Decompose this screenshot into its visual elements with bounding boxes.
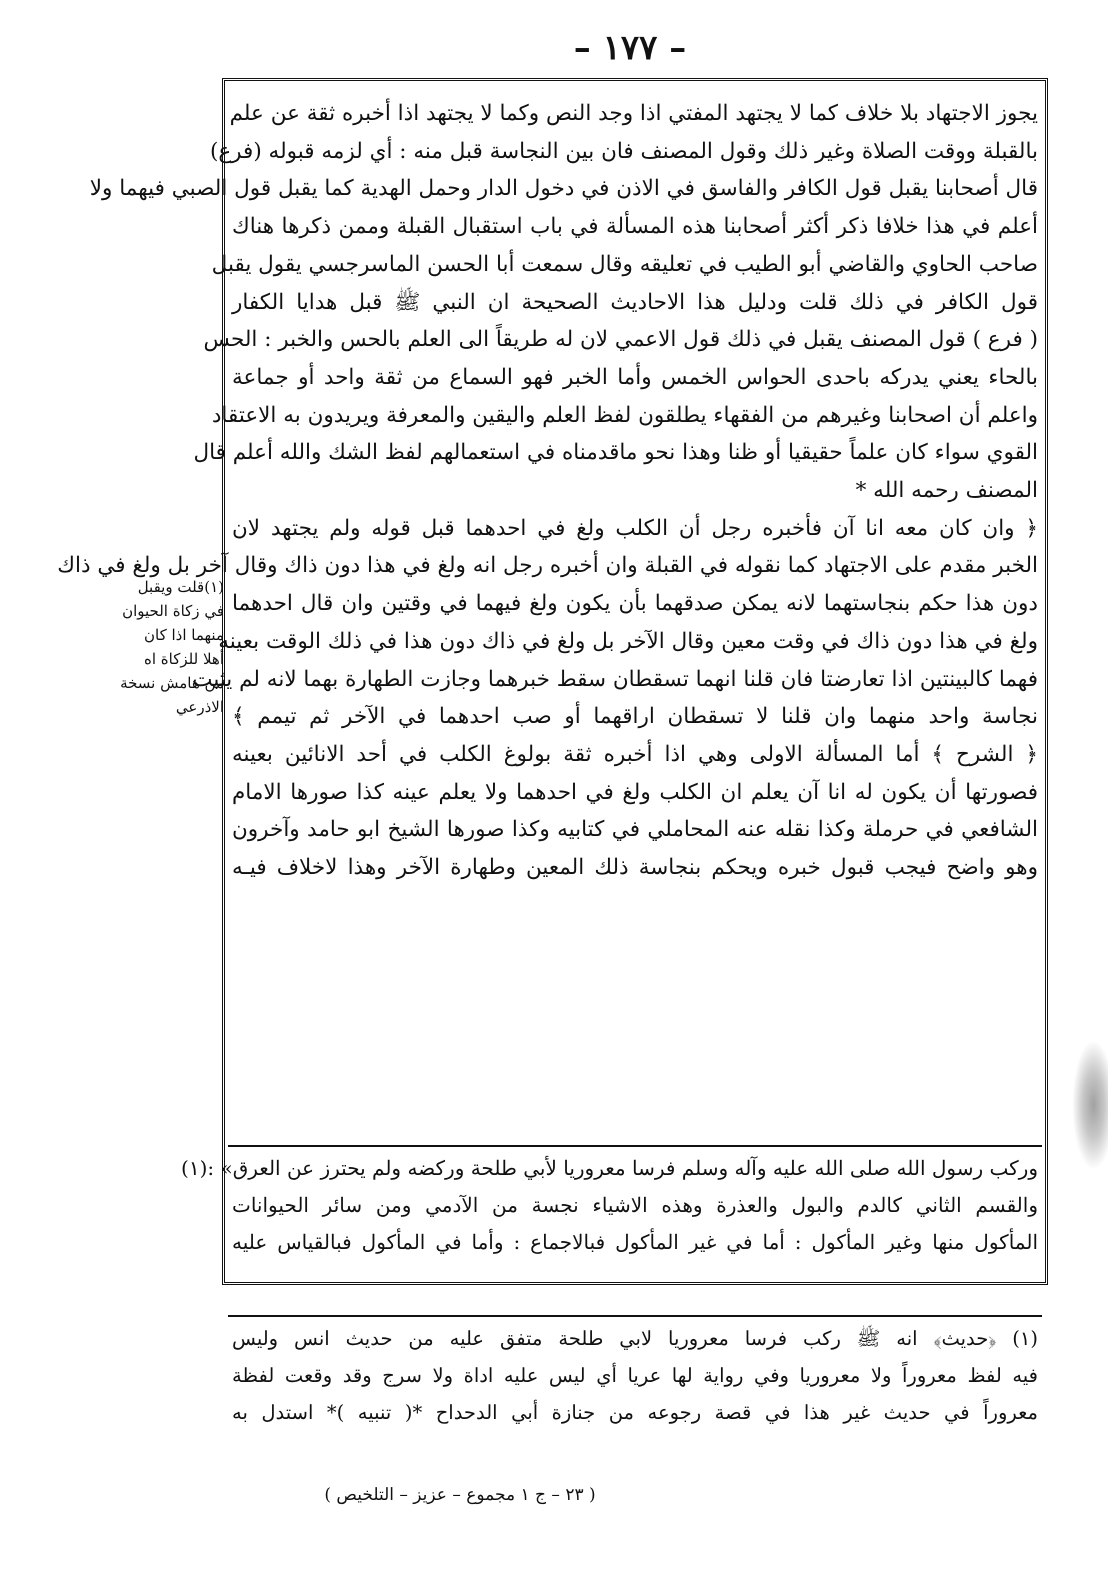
main-line: بالقبلة ووقت الصلاة وغير ذلك وقول المصنف فان بين النجاسة قبل منه : أي لزمه قبوله (فرع)	[209, 138, 1038, 164]
main-line: بالحاء يعني يدركه باحدى الحواس الخمس وأما الخبر فهو السماع من ثقة واحد أو جماعة	[232, 364, 1038, 390]
main-line: ﴿ وان كان معه انا آن فأخبره رجل أن الكلب ولغ في احدهما قبل قوله ولم يجتهد لان	[232, 515, 1038, 541]
main-line: أعلم في هذا خلافا ذكر أكثر أصحابنا هذه المسألة في باب استقبال القبلة وممن ذكرها هناك	[232, 214, 1038, 240]
margin-note	[76, 575, 224, 719]
margin-note-line: من هامش نسخة	[120, 674, 224, 692]
margin-note-line: أهلا للزكاة اه	[144, 650, 224, 668]
main-line: الشافعي في حرملة وكذا نقله عنه المحاملي في كتابيه وكذا صورها الشيخ ابو حامد وآخرون	[232, 817, 1038, 843]
main-line: ( فرع ) قول المصنف يقبل في ذلك قول الاعمي لان له طريقاً الى العلم بالحس والخبر : الحس	[203, 327, 1038, 353]
margin-note-line: منهما اذا كان	[144, 626, 224, 644]
lower-text-block	[181, 1150, 1038, 1261]
main-line: قال أصحابنا يقبل قول الكافر والفاسق في الاذن في دخول الدار وحمل الهدية كما يقبل قول الصبي فيهما ولا	[89, 176, 1038, 202]
footnote-rule	[228, 1315, 1042, 1317]
main-line: ولغ في هذا دون ذاك في وقت معين وقال الآخر بل ولغ في ذاك دون هذا في ذلك الوقت بعينه	[218, 628, 1038, 654]
margin-note-line: (١)قلت ويقبل	[137, 578, 224, 596]
main-line: قول الكافر في ذلك قلت ودليل هذا الاحاديث الصحيحة ان النبي ﷺ قبل هدايا الكفار	[232, 289, 1038, 315]
main-line: ﴿ الشرح ﴾ أما المسألة الاولى وهي اذا أخبره ثقة بولوغ الكلب في أحد الانائين بعينه	[232, 741, 1038, 767]
margin-note-line: الاذرعي	[175, 698, 224, 716]
footnote-block	[232, 1320, 1038, 1431]
main-line: نجاسة واحد منهما وان قلنا لا تسقطان اراقهما أو صب احدهما في الآخر ثم تيمم ﴾	[232, 704, 1038, 730]
main-line: صاحب الحاوي والقاضي أبو الطيب في تعليقه وقال سمعت أبا الحسن الماسرجسي يقول يقبل	[211, 251, 1038, 277]
lower-line: المأكول منها وغير المأكول : أما في غير المأكول فبالاجماع : وأما في المأكول فبالقياس عليه	[232, 1230, 1038, 1254]
main-line: المصنف رحمه الله *	[855, 478, 1038, 504]
page-number: – ١٧٧ –	[573, 28, 687, 68]
footnote-line: فيه لفظ معروراً ولا معروريا وفي رواية لها عريا أي ليس عليه اداة ولا سرج وقد وقعت لفظة	[232, 1364, 1038, 1387]
main-line: فهما كالبينتين اذا تعارضتا فان قلنا انهما تسقطان سقط خبرهما وجازت الطهارة بهما لانه لم يثبت	[192, 666, 1038, 692]
main-line: دون هذا حكم بنجاستهما لانه يمكن صدقهما بأن يكون ولغ فيهما في وقتين وان قال احدهما	[232, 591, 1038, 617]
lower-line: وركب رسول الله صلى الله عليه وآله وسلم فرسا معروريا لأبي طلحة وركضه ولم يحترز عن العرق» :(١)	[181, 1156, 1038, 1180]
signature-line: ( ٢٣ – ج ١ مجموع – عزيز – التلخيص )	[324, 1485, 596, 1505]
main-line: يجوز الاجتهاد بلا خلاف كما لا يجتهد المفتي اذا وجد النص وكما لا يجتهد اذا أخبره ثقة عن علم	[229, 101, 1038, 126]
main-line: فصورتها أن يكون له انا آن يعلم ان الكلب ولغ في احدهما ولا يعلم عينه كذا صورها الامام	[232, 779, 1039, 805]
main-line: القوي سواء كان علماً حقيقيا أو ظنا وهذا نحو ماقدمناه في استعمالهم لفظ الشك والله أعلم قال	[193, 440, 1038, 466]
margin-note-line: في زكاة الحيوان	[122, 602, 224, 620]
lower-line: والقسم الثاني كالدم والبول والعذرة وهذه الاشياء نجسة من الآدمي ومن سائر الحيوانات	[232, 1193, 1038, 1217]
footnote-line: (١) ﴿حديث﴾ انه ﷺ ركب فرسا معروريا لابي طلحة متفق عليه من حديث انس وليس	[232, 1327, 1038, 1350]
main-line: واعلم أن اصحابنا وغيرهم من الفقهاء يطلقون لفظ العلم واليقين والمعرفة ويريدون به الاعتقاد	[211, 402, 1038, 428]
footnote-line: معروراً في حديث غير هذا في قصة رجوعه من جنازة أبي الدحداح *( تنبيه )* استدل به	[232, 1401, 1038, 1424]
scan-smudge	[1072, 1040, 1108, 1170]
main-line: الخبر مقدم على الاجتهاد كما نقوله في القبلة وان أخبره رجل انه ولغ في هذا دون ذاك وقال آخر بل ولغ في ذاك	[57, 553, 1038, 579]
separator-rule	[228, 1145, 1042, 1147]
main-line: وهو واضح فيجب قبول خبره ويحكم بنجاسة ذلك المعين وطهارة الآخر وهذا لاخلاف فيـه	[232, 855, 1038, 881]
